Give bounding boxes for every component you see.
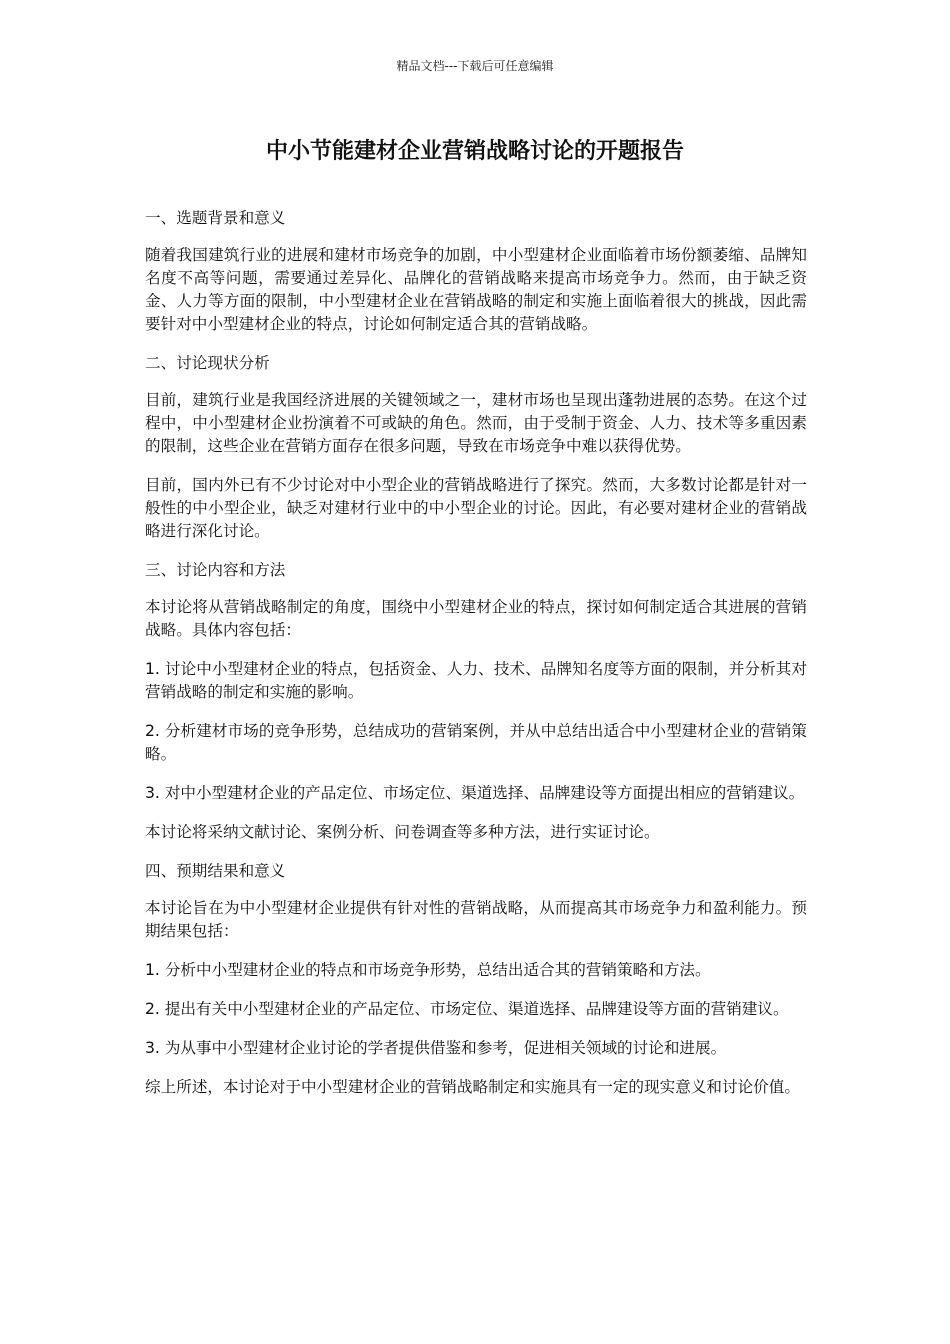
header-note: 精品文档---下载后可任意编辑 — [396, 59, 554, 73]
conclusion-paragraph: 综上所述，本讨论对于中小型建材企业的营销战略制定和实施具有一定的现实意义和讨论价值。 — [145, 1078, 800, 1096]
section-heading: 二、讨论现状分析 — [145, 354, 270, 372]
list-item: 3. 对中小型建材企业的产品定位、市场定位、渠道选择、品牌建设等方面提出相应的营销建议。 — [145, 784, 805, 802]
paragraph: 本讨论将采纳文献讨论、案例分析、问卷调查等多种方法，进行实证讨论。 — [145, 823, 660, 841]
document-body — [145, 207, 807, 1115]
list-item: 2. 提出有关中小型建材企业的产品定位、市场定位、渠道选择、品牌建设等方面的营销建议。 — [145, 1000, 789, 1018]
paragraph: 目前，国内外已有不少讨论对中小型企业的营销战略进行了探究。然而，大多数讨论都是针对一般性的中小型企业，缺乏对建材行业中的中小型企业的讨论。因此，有必要对建材企业的营销战略进行深化讨论。 — [145, 476, 807, 540]
list-item: 1. 讨论中小型建材企业的特点，包括资金、人力、技术、品牌知名度等方面的限制，并分析其对营销战略的制定和实施的影响。 — [145, 660, 807, 701]
paragraph: 本讨论旨在为中小型建材企业提供有针对性的营销战略，从而提高其市场竞争力和盈利能力。预期结果包括： — [145, 899, 807, 940]
list-item: 3. 为从事中小型建材企业讨论的学者提供借鉴和参考，促进相关领域的讨论和进展。 — [145, 1039, 727, 1057]
section-heading: 四、预期结果和意义 — [145, 862, 286, 880]
document-title: 中小节能建材企业营销战略讨论的开题报告 — [265, 139, 684, 164]
section-heading: 一、选题背景和意义 — [145, 209, 286, 227]
paragraph: 目前，建筑行业是我国经济进展的关键领域之一，建材市场也呈现出蓬勃进展的态势。在这个过程中，中小型建材企业扮演着不可或缺的角色。然而，由于受制于资金、人力、技术等多重因素的限制，这些企业在营销方面存在很多问题，导致在市场竞争中难以获得优势。 — [145, 391, 807, 455]
paragraph: 本讨论将从营销战略制定的角度，围绕中小型建材企业的特点，探讨如何制定适合其进展的营销战略。具体内容包括： — [145, 598, 807, 639]
paragraph: 随着我国建筑行业的进展和建材市场竞争的加剧，中小型建材企业面临着市场份额萎缩、品牌知名度不高等问题，需要通过差异化、品牌化的营销战略来提高市场竞争力。然而，由于缺乏资金、人力等方面的限制，中小型建材企业在营销战略的制定和实施上面临着很大的挑战，因此需要针对中小型建材企业的特点，讨论如何制定适合其的营销战略。 — [145, 246, 807, 333]
list-item: 1. 分析中小型建材企业的特点和市场竞争形势，总结出适合其的营销策略和方法。 — [145, 961, 711, 979]
section-heading: 三、讨论内容和方法 — [145, 561, 286, 579]
list-item: 2. 分析建材市场的竞争形势，总结成功的营销案例，并从中总结出适合中小型建材企业的营销策略。 — [145, 722, 807, 763]
